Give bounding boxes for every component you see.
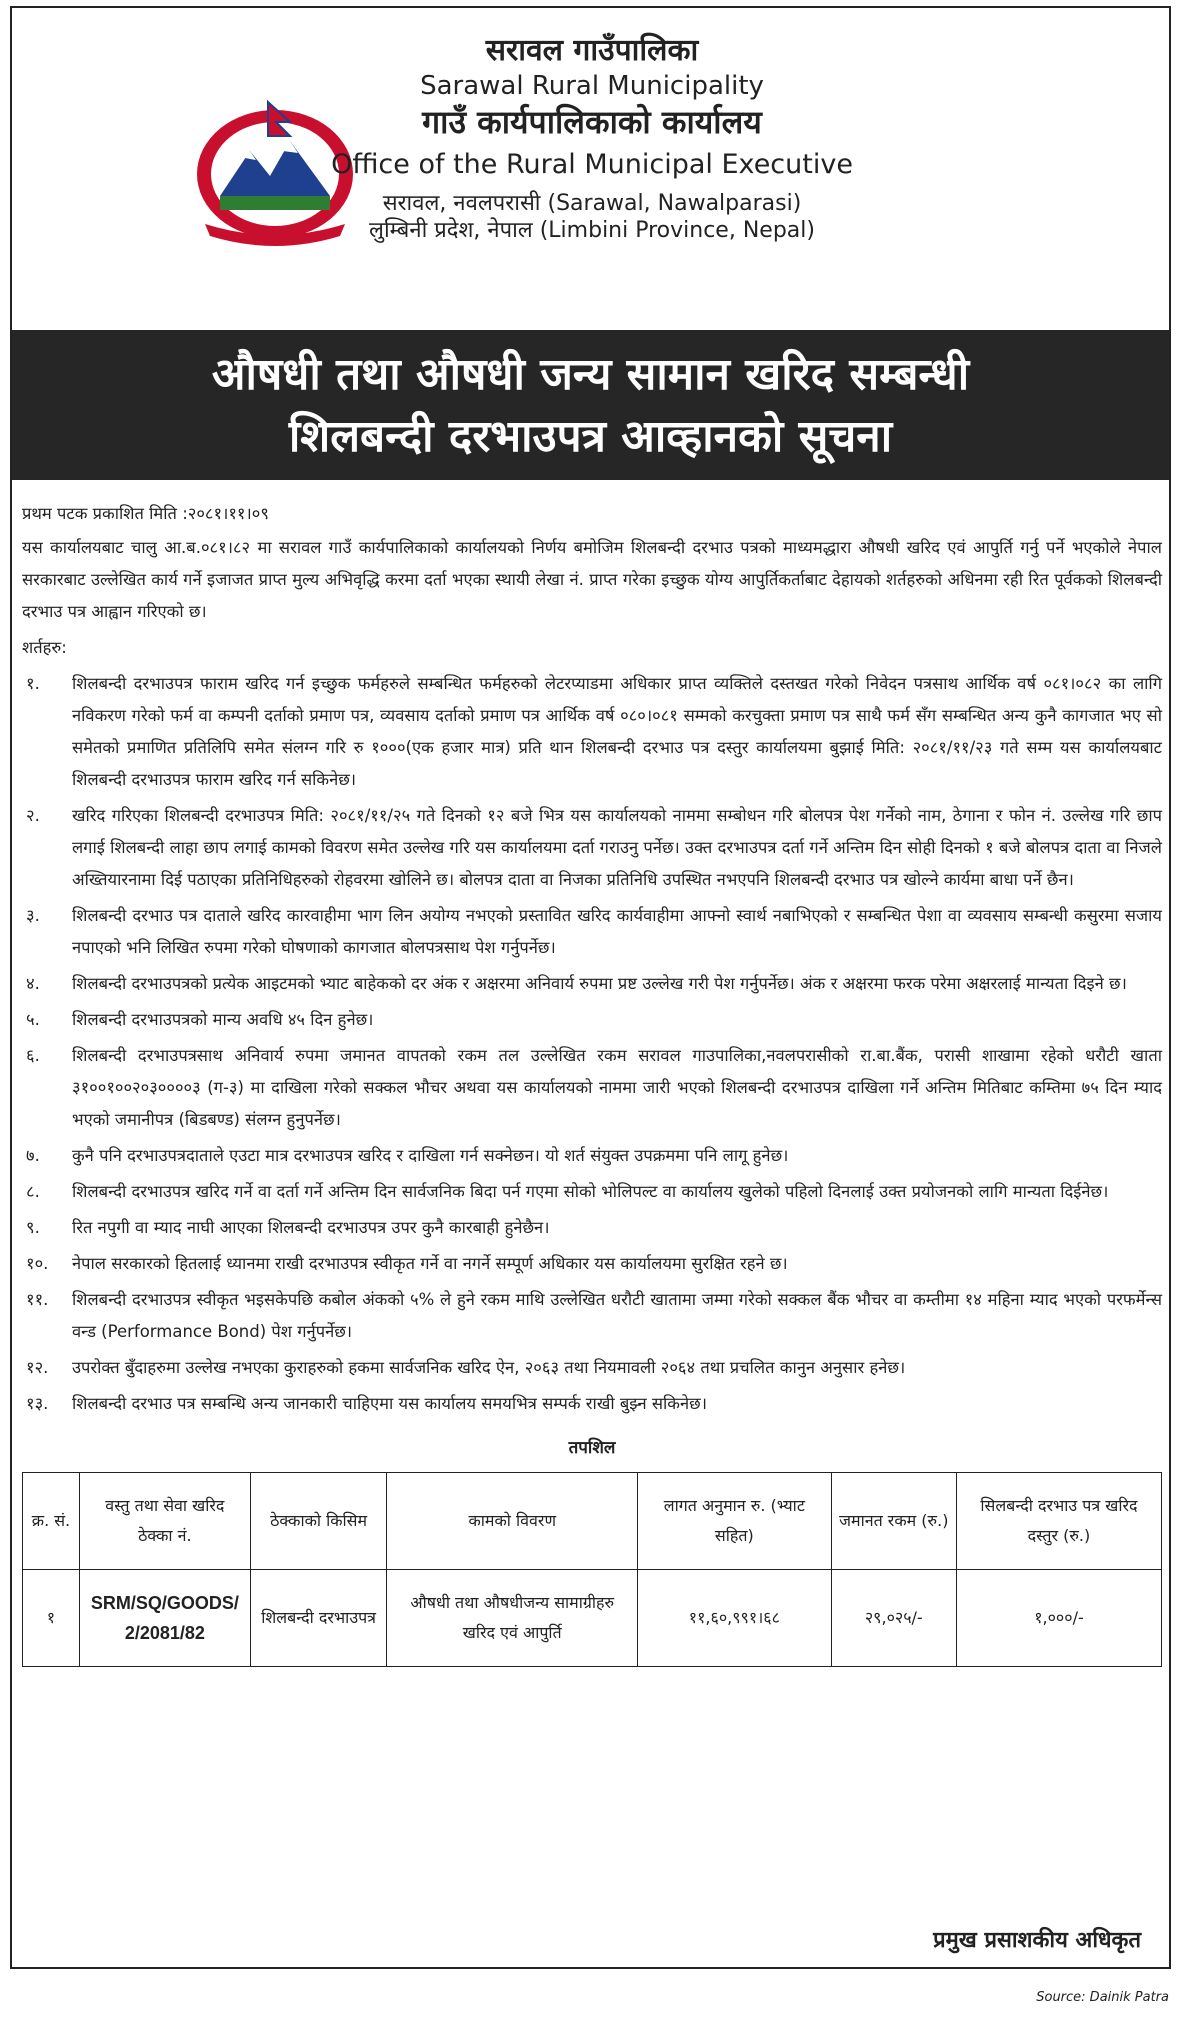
title-line-1: औषधी तथा औषधी जन्य सामान खरिद सम्बन्धी [211, 349, 970, 400]
condition-text: शिलबन्दी दरभाउपत्रसाथ अनिवार्य रुपमा जमानत वापतको रकम तल उल्लेखित रकम सरावल गाउपालिका,नवलपरासीको रा.बा.बैंक, परासी शाखामा रहेको धरौटी खाता ३१००१००२०३००००३ (ग-३) मा दाखिला गरेको सक्कल भौचर अथवा यस कार्यालयको नाममा जारी भएको शिलबन्दी दरभाउपत्र दाखिला गर्ने अन्तिम मितिबाट कम्तिमा ७५ दिन म्याद भएको जमानीपत्र (बिडबण्ड) संलग्न हुनुपर्नेछ। [72, 1046, 1162, 1129]
condition-item [22, 1352, 1162, 1384]
condition-text: शिलबन्दी दरभाउपत्रको प्रत्येक आइटमको भ्याट बाहेकको दर अंक र अक्षरमा अनिवार्य रुपमा प्रष्ट उल्लेख गरी पेश गर्नुपर्नेछ। अंक र अक्षरमा फरक परेमा अक्षरलाई मान्यता दिइने छ। [72, 974, 1127, 993]
province: लुम्बिनी प्रदेश, नेपाल (Limbini Province, Nepal) [369, 218, 815, 244]
items-table [22, 1472, 1162, 1667]
conditions-list [22, 668, 1162, 1420]
condition-number: १०. [26, 1254, 49, 1273]
municipality-name-en: Sarawal Rural Municipality [420, 70, 764, 101]
table-cell: SRM/SQ/GOODS/ 2/2081/82 [79, 1570, 250, 1667]
condition-item [22, 1248, 1162, 1280]
condition-item [22, 1176, 1162, 1208]
municipality-name-np: सरावल गाउँपालिका [485, 33, 699, 68]
condition-item [22, 1388, 1162, 1420]
condition-text: रित नपुगी वा म्याद नाघी आएका शिलबन्दी दरभाउपत्र उपर कुनै कारबाही हुनेछैन। [72, 1218, 550, 1237]
table-body [23, 1570, 1162, 1667]
condition-text: शिलबन्दी दरभाउपत्रको मान्य अवधि ४५ दिन हुनेछ। [72, 1010, 374, 1029]
condition-text: कुनै पनि दरभाउपत्रदाताले एउटा मात्र दरभाउपत्र खरिद र दाखिला गर्न सक्नेछन। यो शर्त संयुक्त उपक्रममा पनि लागू हुनेछ। [72, 1146, 789, 1165]
condition-item [22, 1212, 1162, 1244]
condition-number: १३. [26, 1394, 49, 1413]
condition-text: नेपाल सरकारको हितलाई ध्यानमा राखी दरभाउपत्र स्वीकृत गर्ने वा नगर्ने सम्पूर्ण अधिकार यस कार्यालयमा सुरक्षित रहने छ। [72, 1254, 788, 1273]
table-header-cell: ठेक्काको किसिम [250, 1473, 387, 1570]
condition-number: ३. [26, 906, 40, 925]
table-cell: १ [23, 1570, 80, 1667]
condition-number: १२. [26, 1358, 49, 1377]
office-name-np: गाउँ कार्यपालिकाको कार्यालय [422, 103, 762, 141]
condition-text: शिलबन्दी दरभाउ पत्र दाताले खरिद कारवाहीमा भाग लिन अयोग्य नभएको प्रस्तावित खरिद कार्यवाहीमा आफ्नो स्वार्थ नबाभिएको र सम्बन्धित पेशा वा व्यवसाय सम्बन्धी कसुरमा सजाय नपाएको भनि लिखित रुपमा गरेको घोषणाको कागजात बोलपत्रसाथ पेश गर्नुपर्नेछ। [72, 906, 1162, 957]
table-header-cell: क्र. सं. [23, 1473, 80, 1570]
table-header-cell: जमानत रकम (रु.) [831, 1473, 956, 1570]
address: सरावल, नवलपरासी (Sarawal, Nawalparasi) [382, 190, 802, 216]
condition-number: ७. [26, 1146, 40, 1165]
table-header-cell: वस्तु तथा सेवा खरिद ठेक्का नं. [79, 1473, 250, 1570]
condition-number: ६. [26, 1046, 40, 1065]
condition-item [22, 1040, 1162, 1136]
condition-item [22, 800, 1162, 896]
table-header-cell: कामको विवरण [387, 1473, 638, 1570]
condition-text: खरिद गरिएका शिलबन्दी दरभाउपत्र मिति: २०८१/११/२५ गते दिनको १२ बजे भित्र यस कार्यालयको नाममा सम्बोधन गरि बोलपत्र पेश गर्नेको नाम, ठेगाना र फोन नं. उल्लेख गरि छाप लगाई शिलबन्दी लाहा छाप लगाई कामको विवरण समेत उल्लेख गरि यस कार्यालयमा दर्ता गराउनु पर्नेछ। उक्त दरभाउपत्र दर्ता गर्ने अन्तिम दिन सोही दिनको १ बजे बोलपत्र दाता वा निजले अख्तियारनामा दिई पठाएका प्रतिनिधिहरुको रोहवरमा खोलिने छ। बोलपत्र दाता वा निजका प्रतिनिधि उपस्थित नभएपनि शिलबन्दी दरभाउ पत्र खोल्ने कार्यमा बाधा पर्ने छैन। [72, 806, 1162, 889]
table-header-cell: लागत अनुमान रु. (भ्याट सहित) [638, 1473, 832, 1570]
table-cell: ११,६०,९९१।६८ [638, 1570, 832, 1667]
condition-item [22, 968, 1162, 1000]
notice-body [22, 498, 1162, 1667]
condition-number: ५. [26, 1010, 40, 1029]
condition-number: २. [26, 806, 40, 825]
table-cell: औषधी तथा औषधीजन्य सामाग्रीहरु खरिद एवं आपुर्ति [387, 1570, 638, 1667]
title-banner [12, 330, 1169, 480]
intro-paragraph: यस कार्यालयबाट चालु आ.ब.०८१।८२ मा सरावल गाउँ कार्यपालिकाको कार्यालयको निर्णय बमोजिम शिलबन्दी दरभाउ पत्रको माध्यमद्धारा औषधी खरिद एवं आपुर्ति गर्नु पर्ने भएकोले नेपाल सरकारबाट उल्लेखित कार्य गर्ने इजाजत प्राप्त मुल्य अभिवृद्धि करमा दर्ता भएका स्थायी लेखा नं. प्राप्त गरेका इच्छुक योग्य आपुर्तिकर्ताबाट देहायको शर्तहरुको अधिनमा रही रित पूर्वकको शिलबन्दी दरभाउ पत्र आह्वान गरिएको छ। [22, 538, 1162, 621]
published-date: प्रथम पटक प्रकाशित मिति :२०८१।११।०९ [22, 504, 269, 523]
conditions-label: शर्तहरु: [22, 638, 67, 657]
condition-text: शिलबन्दी दरभाउपत्र फाराम खरिद गर्न इच्छुक फर्महरुले सम्बन्धित फर्महरुको लेटरप्याडमा अधिकार प्राप्त व्यक्तिले दस्तखत गरेको निवेदन पत्रसाथ आर्थिक वर्ष ०८१।०८२ का लागि नविकरण गरेको फर्म वा कम्पनी दर्ताको प्रमाण पत्र, व्यवसाय दर्ताको प्रमाण पत्र आर्थिक वर्ष ०८०।०८१ सम्मको करचुक्ता प्रमाण पत्र साथै फर्म सँग सम्बन्धित अन्य कुनै कागजात भए सो समेतको प्रमाणित प्रतिलिपि समेत संलग्न गरि रु १०००(एक हजार मात्र) प्रति थान शिलबन्दी दरभाउ पत्र दस्तुर कार्यालयमा बुझाई मिति: २०८१/११/२३ गते सम्म यस कार्यालयबाट शिलबन्दी दरभाउपत्र फाराम खरिद गर्न सकिनेछ। [72, 674, 1162, 789]
tapsil-label: तपशिल [568, 1438, 616, 1458]
table-cell: २९,०२५/- [831, 1570, 956, 1667]
table-header-cell: सिलबन्दी दरभाउ पत्र खरिद दस्तुर (रु.) [956, 1473, 1161, 1570]
condition-item [22, 1140, 1162, 1172]
condition-number: ८. [26, 1182, 40, 1201]
title-line-2: शिलबन्दी दरभाउपत्र आव्हानको सूचना [288, 411, 893, 462]
condition-number: ९. [26, 1218, 40, 1237]
condition-number: ४. [26, 974, 40, 993]
condition-item [22, 668, 1162, 796]
condition-text: शिलबन्दी दरभाउपत्र स्वीकृत भइसकेपछि कबोल अंकको ५% ले हुने रकम माथि उल्लेखित धरौटी खातामा जम्मा गरेको सक्कल बैंक भौचर वा कम्तीमा १४ महिना म्याद भएको परफर्मेन्स वन्ड (Performance Bond) पेश गर्नुपर्नेछ। [72, 1290, 1162, 1341]
condition-item [22, 1004, 1162, 1036]
table-cell: १,०००/- [956, 1570, 1161, 1667]
source-credit: Source: Dainik Patra [1036, 1990, 1169, 2005]
condition-item [22, 1284, 1162, 1348]
condition-text: उपरोक्त बुँदाहरुमा उल्लेख नभएका कुराहरुको हकमा सार्वजनिक खरिद ऐन, २०६३ तथा नियमावली २०६४ तथा प्रचलित कानुन अनुसार हनेछ। [72, 1358, 906, 1377]
condition-text: शिलबन्दी दरभाउपत्र खरिद गर्ने वा दर्ता गर्ने अन्तिम दिन सार्वजनिक बिदा पर्न गएमा सोको भोलिपल्ट वा कार्यालय खुलेको पहिलो दिनलाई उक्त प्रयोजनको लागि मान्यता दिईनेछ। [72, 1182, 1109, 1201]
signature: प्रमुख प्रसाशकीय अधिकृत [933, 1928, 1141, 1953]
table-header-row [23, 1473, 1162, 1570]
table-row [23, 1570, 1162, 1667]
condition-number: ११. [26, 1290, 49, 1309]
header [12, 8, 1169, 330]
condition-item [22, 900, 1162, 964]
office-name-en: Office of the Rural Municipal Executive [331, 149, 853, 180]
condition-text: शिलबन्दी दरभाउ पत्र सम्बन्धि अन्य जानकारी चाहिएमा यस कार्यालय समयभित्र सम्पर्क राखी बुझ्न सकिनेछ। [72, 1394, 707, 1413]
condition-number: १. [26, 674, 40, 693]
table-cell: शिलबन्दी दरभाउपत्र [250, 1570, 387, 1667]
notice-frame [10, 6, 1171, 1969]
